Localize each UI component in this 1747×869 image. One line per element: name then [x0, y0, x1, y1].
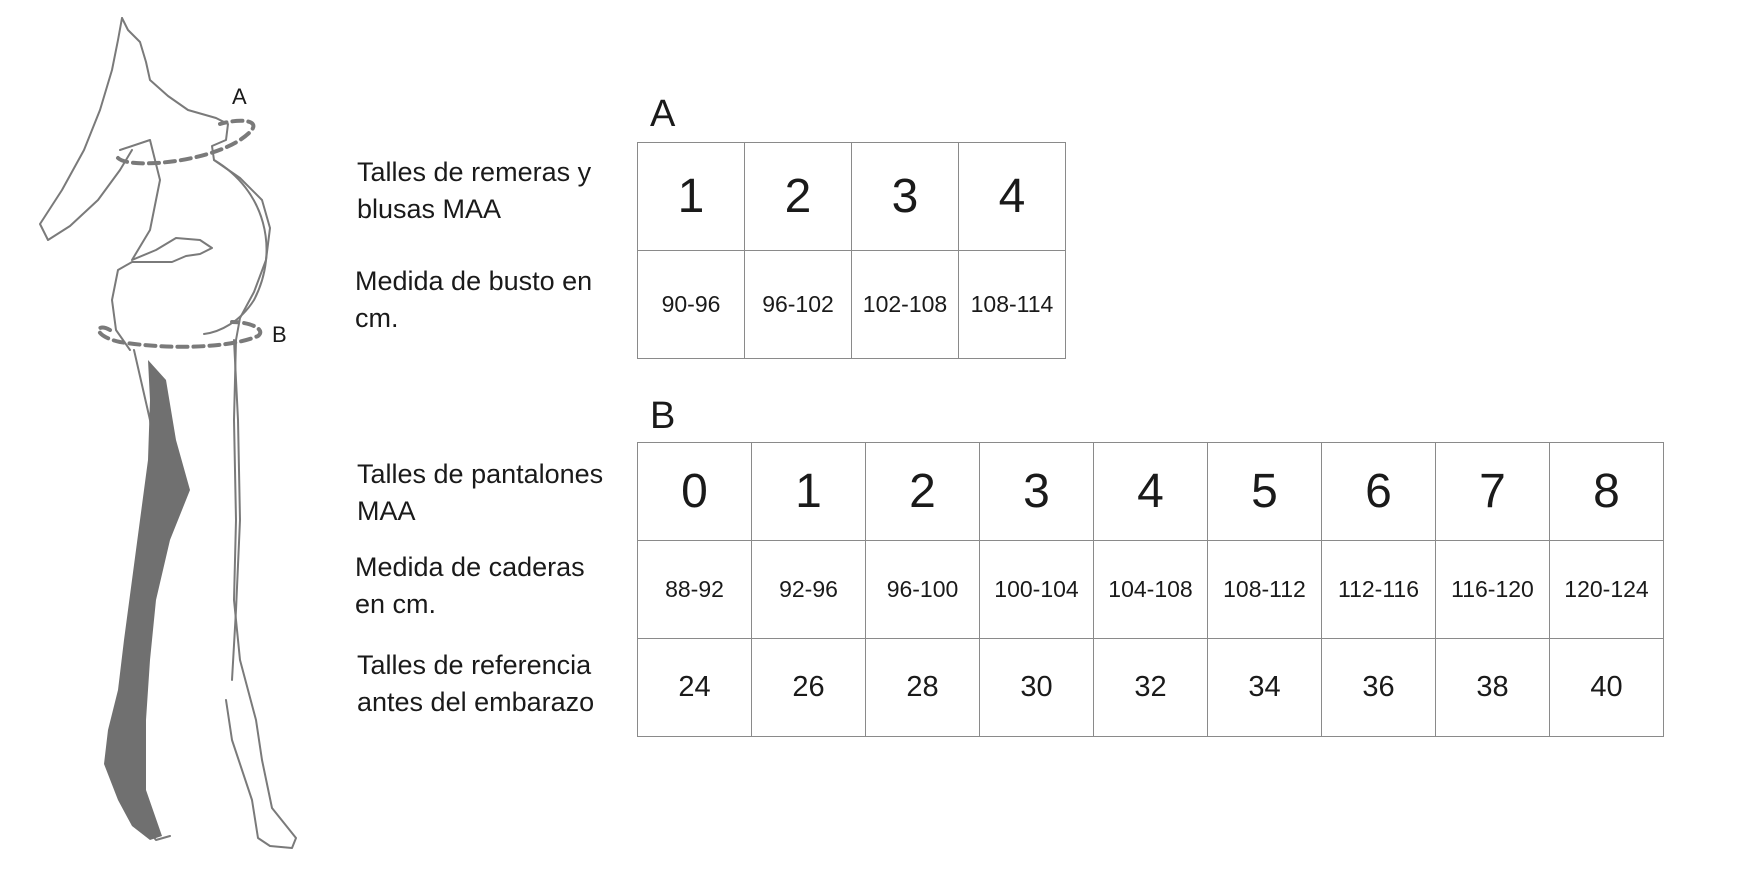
section-a-heading: A: [650, 93, 676, 135]
table-row: [638, 541, 1664, 639]
reference-size-cell: 40: [1550, 639, 1664, 737]
section-b-heading: B: [650, 395, 676, 437]
table-b-row-label-sizes: Talles de pantalones MAA: [357, 459, 604, 526]
size-cell: 0: [638, 443, 752, 541]
measurement-cell: 104-108: [1094, 541, 1208, 639]
measurement-cell: 102-108: [852, 251, 959, 359]
size-cell: 6: [1322, 443, 1436, 541]
measurement-cell: 100-104: [980, 541, 1094, 639]
shirt-size-table: [637, 142, 1066, 359]
table-row: [638, 639, 1664, 737]
size-cell: 5: [1208, 443, 1322, 541]
reference-size-cell: 30: [980, 639, 1094, 737]
figure-arm: [112, 140, 212, 350]
size-cell: 4: [959, 143, 1066, 251]
figure-outline-front: [122, 18, 296, 848]
table-row: [638, 143, 1066, 251]
reference-size-cell: 28: [866, 639, 980, 737]
figure-outline-back: [40, 18, 132, 240]
table-row: [638, 443, 1664, 541]
reference-size-cell: 26: [752, 639, 866, 737]
bust-measure-line: [118, 121, 253, 164]
size-cell: 1: [752, 443, 866, 541]
pregnant-figure-illustration: [0, 0, 320, 869]
reference-size-cell: 32: [1094, 639, 1208, 737]
table-b-row-label-hips: Medida de caderas en cm.: [355, 552, 585, 619]
table-b-row-label-reference: Talles de referencia antes del embarazo: [357, 650, 595, 717]
measurement-cell: 92-96: [752, 541, 866, 639]
size-cell: 3: [852, 143, 959, 251]
table-row: [638, 251, 1066, 359]
measurement-cell: 96-100: [866, 541, 980, 639]
marker-b: B: [272, 322, 287, 347]
measurement-cell: 90-96: [638, 251, 745, 359]
measurement-cell: 108-114: [959, 251, 1066, 359]
size-cell: 8: [1550, 443, 1664, 541]
marker-a: A: [232, 84, 247, 109]
measurement-cell: 112-116: [1322, 541, 1436, 639]
reference-size-cell: 24: [638, 639, 752, 737]
reference-size-cell: 34: [1208, 639, 1322, 737]
size-cell: 1: [638, 143, 745, 251]
size-cell: 2: [745, 143, 852, 251]
measurement-cell: 108-112: [1208, 541, 1322, 639]
measurement-cell: 88-92: [638, 541, 752, 639]
measurement-cell: 120-124: [1550, 541, 1664, 639]
figure-leg-shadow: [104, 360, 190, 840]
measurement-cell: 116-120: [1436, 541, 1550, 639]
reference-size-cell: 36: [1322, 639, 1436, 737]
figure-belly: [204, 160, 267, 334]
table-a-row-label-bust: Medida de busto en cm.: [355, 266, 593, 333]
size-cell: 7: [1436, 443, 1550, 541]
pants-size-table: [637, 442, 1664, 737]
size-cell: 2: [866, 443, 980, 541]
table-a-row-label-sizes: Talles de remeras y blusas MAA: [357, 157, 592, 224]
size-cell: 3: [980, 443, 1094, 541]
measurement-cell: 96-102: [745, 251, 852, 359]
reference-size-cell: 38: [1436, 639, 1550, 737]
size-cell: 4: [1094, 443, 1208, 541]
